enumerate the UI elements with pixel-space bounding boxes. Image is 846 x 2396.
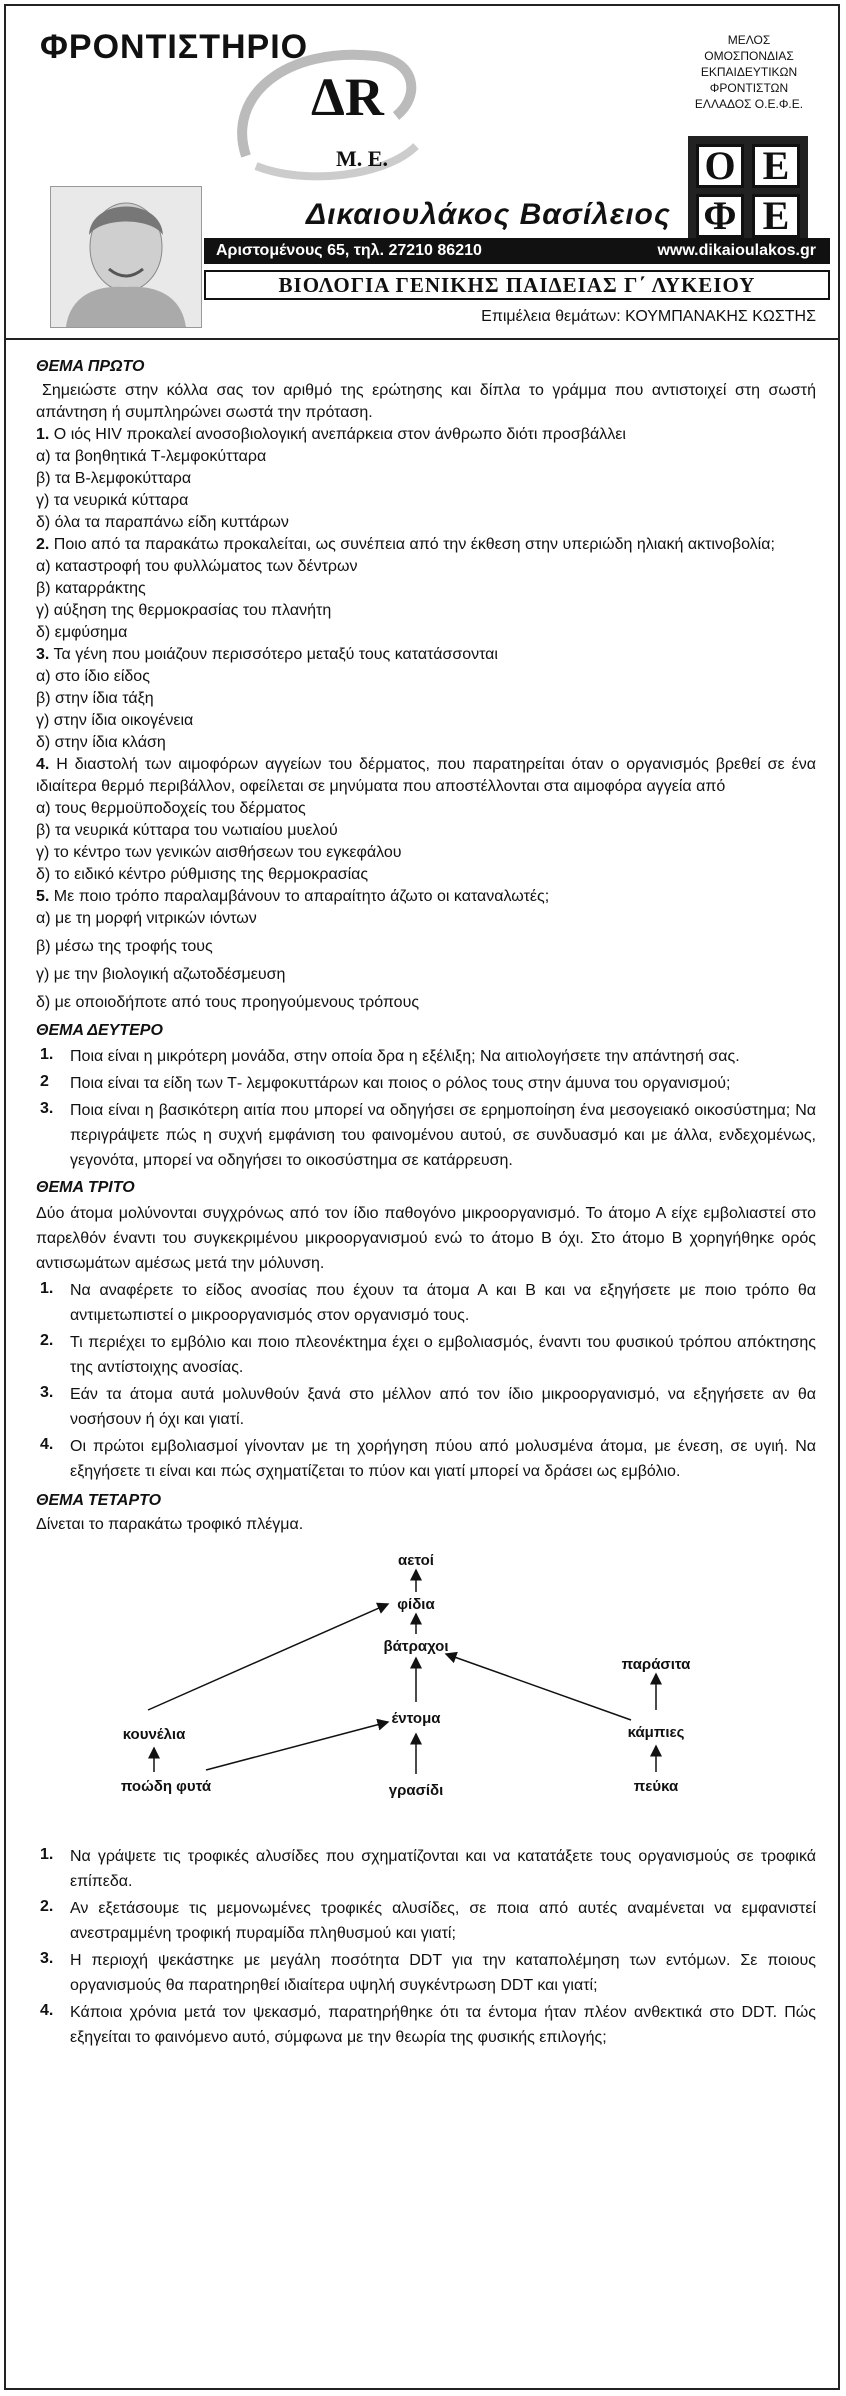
theme1-question [36, 534, 816, 644]
option: γ) με την βιολογική αζωτοδέσμευση [36, 966, 286, 983]
question-text [36, 886, 816, 908]
node-poodi-fyta: ποώδη φυτά [120, 1778, 212, 1795]
member-line: ΟΜΟΣΠΟΝΔΙΑΣ [704, 49, 794, 63]
node-entoma: έντομα [391, 1710, 441, 1727]
option: γ) στην ίδια οικογένεια [36, 712, 194, 729]
option: β) στην ίδια τάξη [36, 690, 154, 707]
question-body: Αν εξετάσουμε τις μεμονωμένες τροφικές αλυσίδες, σε ποια από αυτές αναμένεται να εμφανιστεί ανεστραμμένη τροφική πυραμίδα πληθυσμού και γιατί; [70, 1900, 816, 1942]
question-number: 5. [36, 888, 50, 905]
oefe-letter: Ε [752, 144, 800, 188]
question-number: 3. [36, 646, 50, 663]
arrow-poodi-entoma [206, 1722, 388, 1770]
oefe-letter: Ε [752, 194, 800, 238]
oefe-logo [688, 136, 808, 246]
question-body: Με ποιο τρόπο παραλαμβάνουν το απαραίτητο άζωτο οι καταναλωτές; [53, 888, 550, 905]
question-text [36, 424, 816, 446]
question-number: 2 [40, 1073, 49, 1090]
question-number: 3. [40, 1950, 54, 1967]
theme4-question [36, 2000, 816, 2050]
option: β) μέσω της τροφής τους [36, 938, 213, 955]
option: α) καταστροφή του φυλλώματος των δέντρων [36, 558, 358, 575]
address-bar [204, 238, 830, 264]
theme2-question [36, 1098, 816, 1173]
option: δ) στην ίδια κλάση [36, 734, 166, 751]
theme4-question [36, 1896, 816, 1946]
question-number: 4. [36, 756, 50, 773]
option: α) τα βοηθητικά Τ-λεμφοκύτταρα [36, 448, 267, 465]
question-body: Ποια είναι τα είδη των Τ- λεμφοκυττάρων και ποιος ο ρόλος τους στην άμυνα του οργανισμού; [70, 1075, 731, 1092]
question-number: 1. [36, 426, 50, 443]
question-body: Τα γένη που μοιάζουν περισσότερο μεταξύ τους κατατάσσονται [53, 646, 498, 663]
teacher-photo [50, 186, 202, 328]
question-body: Ποια είναι η μικρότερη μονάδα, στην οποία δρα η εξέλιξη; Να αιτιολογήσετε την απάντησή σας. [70, 1048, 740, 1065]
arrow-kampies-vatraxoi [446, 1654, 631, 1720]
logo-subtitle: Μ. Ε. [336, 146, 388, 171]
question-number: 2. [36, 536, 50, 553]
question-body: Τι περιέχει το εμβόλιο και ποιο πλεονέκτημα έχει ο εμβολιασμός, έναντι του φυσικού τρόπου απόκτησης της αντίστοιχης ανοσίας. [70, 1334, 816, 1376]
question-body: Η διαστολή των αιμοφόρων αγγείων του δέρματος, που παρατηρείται όταν ο οργανισμός βρεθεί σε ένα ιδιαίτερα θερμό περιβάλλον, οφείλεται σε μηνύματα που αποστέλλονται στα αιμοφόρα αγγεία από [36, 756, 816, 795]
arrow-kounelia-fidia [148, 1604, 388, 1710]
member-line: ΜΕΛΟΣ [727, 33, 771, 47]
theme1-question [36, 644, 816, 754]
address: Αριστομένους 65, τηλ. 27210 86210 [216, 242, 482, 259]
exam-content [36, 352, 816, 2052]
theme1-intro: Σημειώστε στην κόλλα σας τον αριθμό της ερώτησης και δίπλα το γράμμα που αντιστοιχεί στη σωστή απάντηση ή συμπληρώνει σωστά την πρόταση. [36, 382, 816, 421]
header [6, 6, 838, 340]
question-number: 1. [40, 1046, 54, 1063]
node-kampies: κάμπιες [627, 1724, 685, 1741]
member-line: ΕΚΠΑΙΔΕΥΤΙΚΩΝ [700, 65, 798, 79]
question-number: 3. [40, 1384, 54, 1401]
theme2-question [36, 1044, 816, 1069]
theme3-question [36, 1434, 816, 1484]
subject-title: ΒΙΟΛΟΓΙΑ ΓΕΝΙΚΗΣ ΠΑΙΔΕΙΑΣ Γ΄ ΛΥΚΕΙΟΥ [204, 270, 830, 300]
page-frame [4, 4, 840, 2390]
question-body: Η περιοχή ψεκάστηκε με μεγάλη ποσότητα DDT για την καταπολέμηση των εντόμων. Σε ποιους οργανισμούς θα παρατηρηθεί ιδιαίτερα υψηλή συγκέντρωση DDT και γιατί; [70, 1952, 816, 1994]
section-title-theme1: ΘΕΜΑ ΠΡΩΤΟ [36, 358, 145, 375]
option: α) τους θερμοϋποδοχείς του δέρματος [36, 800, 306, 817]
section-title-theme2: ΘΕΜΑ ΔΕΥΤΕΡΟ [36, 1022, 163, 1039]
question-text [36, 534, 816, 556]
option: δ) όλα τα παραπάνω είδη κυττάρων [36, 514, 289, 531]
section-title-theme3: ΘΕΜΑ ΤΡΙΤΟ [36, 1179, 135, 1196]
question-text [36, 754, 816, 798]
theme3-question [36, 1382, 816, 1432]
node-parasita: παράσιτα [621, 1656, 691, 1673]
question-body: Ποια είναι η βασικότερη αιτία που μπορεί να οδηγήσει σε ερημοποίηση ένα μεσογειακό οικοσύστημα; Να περιγράψετε πώς η συχνή εμφάνιση του φαινομένου αυτού, σε συνδυασμό και με άλλα, ενδεχομένως, γεγονότα, μπορεί να οδηγήσει το οικοσύστημα σε κατάρρευση. [70, 1102, 816, 1169]
option: γ) τα νευρικά κύτταρα [36, 492, 189, 509]
theme4-intro: Δίνεται το παρακάτω τροφικό πλέγμα. [36, 1516, 304, 1533]
question-number: 4. [40, 1436, 54, 1453]
option: γ) το κέντρο των γενικών αισθήσεων του εγκεφάλου [36, 844, 402, 861]
person-portrait-icon [51, 187, 201, 327]
theme3-intro: Δύο άτομα μολύνονται συγχρόνως από τον ίδιο παθογόνο μικροοργανισμό. Το άτομο Α είχε εμβολιαστεί στο παρελθόν έναντι του συγκεκριμένου μικροοργανισμού ενώ το άτομο Β όχι. Στο άτομο Β χορηγήθηκε ορός αντισωμάτων αμέσως μετά την μόλυνση. [36, 1205, 816, 1272]
node-grasidi: γρασίδι [388, 1782, 444, 1799]
option: γ) αύξηση της θερμοκρασίας του πλανήτη [36, 602, 332, 619]
question-number: 4. [40, 2002, 54, 2019]
option: β) τα Β-λεμφοκύτταρα [36, 470, 192, 487]
option: β) τα νευρικά κύτταρα του νωτιαίου μυελού [36, 822, 338, 839]
question-body: Να αναφέρετε το είδος ανοσίας που έχουν τα άτομα Α και Β και να εξηγήσετε με ποιο τρόπο θα αντιμετωπιστεί ο μικροοργανισμός στον οργανισμό τους. [70, 1282, 816, 1324]
teacher-name: Δικαιουλάκος Βασίλειος [306, 198, 671, 231]
question-body: Ποιο από τα παρακάτω προκαλείται, ως συνέπεια από την έκθεση στην υπεριώδη ηλιακή ακτινοβολία; [53, 536, 775, 553]
theme1-question [36, 886, 816, 1014]
theme4-question [36, 1844, 816, 1894]
theme4-question [36, 1948, 816, 1998]
node-aetoi: αετοί [398, 1552, 434, 1569]
option: β) καταρράκτης [36, 580, 146, 597]
question-body: Κάποια χρόνια μετά τον ψεκασμό, παρατηρήθηκε ότι τα έντομα ήταν πλέον ανθεκτικά στο DDT. Πώς εξηγείται το φαινόμενο αυτό, σύμφωνα με την θεωρία της φυσικής επιλογής; [70, 2004, 816, 2046]
node-kounelia: κουνέλια [122, 1726, 186, 1743]
oefe-letter: Φ [696, 194, 744, 238]
section-title-theme4: ΘΕΜΑ ΤΕΤΑΡΤΟ [36, 1492, 162, 1509]
member-line: ΦΡΟΝΤΙΣΤΩΝ [709, 81, 789, 95]
website-link[interactable]: www.dikaioulakos.gr [657, 242, 816, 259]
oefe-letter: Ο [696, 144, 744, 188]
question-number: 2. [40, 1898, 54, 1915]
question-body: Οι πρώτοι εμβολιασμοί γίνονταν με τη χορήγηση πύου από μολυσμένα άτομα, με ένεση, σε υγιή. Να εξηγήσετε τι είναι και πώς σχηματίζεται το πύον και γιατί μπορεί να δράσει ως εμβόλιο. [70, 1438, 816, 1480]
theme2-question [36, 1071, 816, 1096]
logo-letters: ΔR [311, 67, 384, 127]
theme1-question [36, 754, 816, 886]
node-peuka: πεύκα [633, 1778, 679, 1795]
node-vatraxoi: βάτραχοι [383, 1638, 449, 1655]
question-text [36, 644, 816, 666]
food-web-diagram [36, 1542, 816, 1842]
question-number: 2. [40, 1332, 54, 1349]
member-line: ΕΛΛΑΔΟΣ Ο.Ε.Φ.Ε. [694, 97, 804, 111]
theme1-question [36, 424, 816, 534]
member-text [674, 32, 824, 112]
question-number: 3. [40, 1100, 54, 1117]
question-body: Να γράψετε τις τροφικές αλυσίδες που σχηματίζονται και να κατατάξετε τους οργανισμούς σε τροφικά επίπεδα. [70, 1848, 816, 1890]
option: α) στο ίδιο είδος [36, 668, 150, 685]
question-body: Εάν τα άτομα αυτά μολυνθούν ξανά στο μέλλον από τον ίδιο μικροοργανισμό, να εξηγήσετε αν θα νοσήσουν ή όχι και γιατί. [70, 1386, 816, 1428]
option: δ) εμφύσημα [36, 624, 128, 641]
node-fidia: φίδια [397, 1596, 435, 1613]
brand-title: ΦΡΟΝΤΙΣΤΗΡΙΟ [40, 28, 309, 66]
question-number: 1. [40, 1280, 54, 1297]
editor-line: Επιμέλεια θεμάτων: ΚΟΥΜΠΑΝΑΚΗΣ ΚΩΣΤΗΣ [481, 308, 816, 325]
theme3-question [36, 1278, 816, 1328]
question-body: Ο ιός HIV προκαλεί ανοσοβιολογική ανεπάρκεια στον άνθρωπο διότι προσβάλλει [53, 426, 626, 443]
option: δ) το ειδικό κέντρο ρύθμισης της θερμοκρασίας [36, 866, 369, 883]
question-number: 1. [40, 1846, 54, 1863]
option: δ) με οποιοδήποτε από τους προηγούμενους τρόπους [36, 994, 420, 1011]
option: α) με τη μορφή νιτρικών ιόντων [36, 910, 257, 927]
theme3-question [36, 1330, 816, 1380]
